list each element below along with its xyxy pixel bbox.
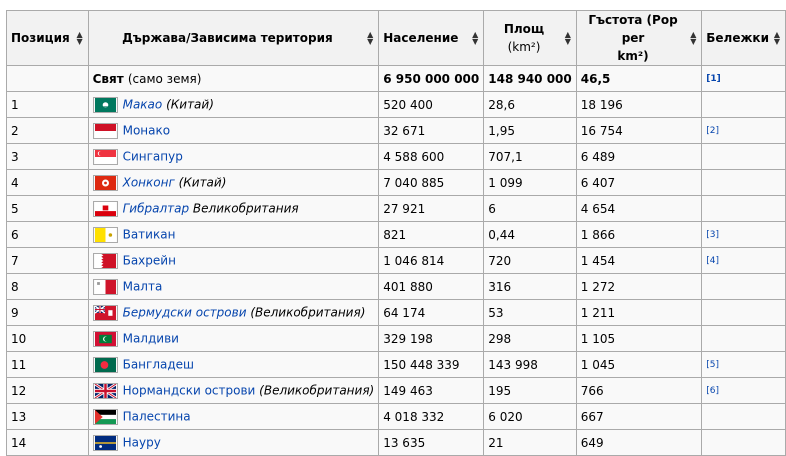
malta-flag-icon[interactable] <box>93 279 118 295</box>
row-note-cell <box>702 118 786 144</box>
row-density: 1 045 <box>576 352 702 378</box>
row-country <box>88 92 379 118</box>
header-area-line2: (km²) <box>507 40 541 54</box>
row-country <box>88 378 379 404</box>
header-density-line1: Гъстота (Pop per <box>588 13 678 45</box>
hongkong-flag-icon[interactable] <box>93 175 118 191</box>
row-area: 53 <box>484 300 577 326</box>
row-note-cell <box>702 404 786 430</box>
country-link[interactable]: Бангладеш <box>122 357 195 371</box>
country-suffix: (Китай) <box>174 175 227 189</box>
row-density: 6 489 <box>576 144 702 170</box>
row-note-cell <box>702 170 786 196</box>
footnote-link[interactable]: [4] <box>706 255 720 266</box>
row-population: 4 588 600 <box>379 144 484 170</box>
header-area-line1: Площ <box>503 22 545 36</box>
header-notes[interactable] <box>702 11 786 66</box>
row-position: 2 <box>7 118 89 144</box>
table-row <box>7 326 786 352</box>
row-country <box>88 326 379 352</box>
row-note-cell <box>702 274 786 300</box>
row-note-cell <box>702 378 786 404</box>
singapore-flag-icon[interactable] <box>93 149 118 165</box>
row-country <box>88 170 379 196</box>
row-position: 7 <box>7 248 89 274</box>
row-population: 150 448 339 <box>379 352 484 378</box>
row-population: 329 198 <box>379 326 484 352</box>
table-row <box>7 144 786 170</box>
header-population-label: Население <box>383 31 459 45</box>
country-link[interactable]: Монако <box>122 123 171 137</box>
table-header-row <box>7 11 786 66</box>
row-country <box>88 300 379 326</box>
footnote-link[interactable]: [2] <box>706 125 720 136</box>
country-link[interactable]: Палестина <box>122 409 191 423</box>
country-link[interactable]: Нормандски острови <box>122 383 256 397</box>
row-area: 21 <box>484 430 577 456</box>
row-note-cell <box>702 300 786 326</box>
macau-flag-icon[interactable] <box>93 97 118 113</box>
row-country <box>88 404 379 430</box>
row-country <box>88 144 379 170</box>
row-country <box>88 248 379 274</box>
row-area: 316 <box>484 274 577 300</box>
country-link[interactable]: Малта <box>122 279 163 293</box>
country-suffix: Великобритания <box>189 201 299 215</box>
row-density: 766 <box>576 378 702 404</box>
country-link[interactable]: Бермудски острови <box>122 305 247 319</box>
table-row <box>7 248 786 274</box>
row-population: 1 046 814 <box>379 248 484 274</box>
country-suffix: (Китай) <box>162 97 214 111</box>
sort-icon[interactable]: ▲ ▼ <box>773 30 781 46</box>
row-density: 1 272 <box>576 274 702 300</box>
header-area[interactable] <box>484 11 577 66</box>
row-density: 1 454 <box>576 248 702 274</box>
world-area: 148 940 000 <box>484 66 577 92</box>
row-area: 143 998 <box>484 352 577 378</box>
world-sub-label: (само земя) <box>127 71 202 86</box>
row-density: 1 866 <box>576 222 702 248</box>
palestine-flag-icon[interactable] <box>93 409 118 425</box>
bahrain-flag-icon[interactable] <box>93 253 118 269</box>
row-population: 64 174 <box>379 300 484 326</box>
row-area: 298 <box>484 326 577 352</box>
row-area: 707,1 <box>484 144 577 170</box>
world-density: 46,5 <box>576 66 702 92</box>
row-position: 9 <box>7 300 89 326</box>
row-population: 32 671 <box>379 118 484 144</box>
table-row <box>7 352 786 378</box>
nauru-flag-icon[interactable] <box>93 435 118 451</box>
row-position: 10 <box>7 326 89 352</box>
header-density-label <box>581 11 686 65</box>
row-position: 3 <box>7 144 89 170</box>
row-population: 27 921 <box>379 196 484 222</box>
row-position: 11 <box>7 352 89 378</box>
row-position: 1 <box>7 92 89 118</box>
table-row <box>7 300 786 326</box>
row-country <box>88 430 379 456</box>
sort-icon[interactable]: ▲ ▼ <box>367 30 374 46</box>
row-population: 821 <box>379 222 484 248</box>
row-country <box>88 222 379 248</box>
country-suffix: (Великобритания) <box>255 383 375 397</box>
row-note-cell <box>702 430 786 456</box>
row-population: 401 880 <box>379 274 484 300</box>
bangladesh-flag-icon[interactable] <box>93 357 118 373</box>
country-suffix: (Великобритания) <box>246 305 366 319</box>
world-position <box>7 66 89 92</box>
sort-icon[interactable]: ▲ ▼ <box>472 30 479 46</box>
population-density-table <box>6 10 786 456</box>
row-population: 4 018 332 <box>379 404 484 430</box>
row-area: 1 099 <box>484 170 577 196</box>
header-notes-label: Бележки <box>706 31 769 45</box>
row-area: 6 <box>484 196 577 222</box>
vatican-flag-icon[interactable] <box>93 227 118 243</box>
sort-icon[interactable]: ▲ ▼ <box>564 30 571 46</box>
world-population: 6 950 000 000 <box>379 66 484 92</box>
table-row <box>7 430 786 456</box>
table-row <box>7 222 786 248</box>
row-area: 28,6 <box>484 92 577 118</box>
bermuda-flag-icon[interactable] <box>93 305 118 321</box>
row-area: 195 <box>484 378 577 404</box>
row-population: 7 040 885 <box>379 170 484 196</box>
country-link[interactable]: Ватикан <box>122 227 176 241</box>
row-note-cell <box>702 352 786 378</box>
row-note-cell <box>702 144 786 170</box>
row-area: 6 020 <box>484 404 577 430</box>
header-area-label <box>488 20 560 56</box>
table-row <box>7 404 786 430</box>
row-area: 720 <box>484 248 577 274</box>
row-position: 14 <box>7 430 89 456</box>
table-row <box>7 378 786 404</box>
footnote-link[interactable]: [5] <box>706 359 720 370</box>
country-link[interactable]: Бахрейн <box>122 253 176 267</box>
row-note-cell <box>702 196 786 222</box>
world-label-cell <box>88 66 379 92</box>
world-label: Свят <box>92 71 124 86</box>
row-density: 16 754 <box>576 118 702 144</box>
row-area: 1,95 <box>484 118 577 144</box>
header-position[interactable] <box>7 11 89 66</box>
monaco-flag-icon[interactable] <box>93 123 118 139</box>
header-density[interactable] <box>576 11 702 66</box>
gibraltar-flag-icon[interactable] <box>93 201 118 217</box>
row-note-cell <box>702 92 786 118</box>
row-density: 18 196 <box>576 92 702 118</box>
header-country-label: Държава/Зависима територия <box>122 31 333 45</box>
header-position-label: Позиция <box>11 31 70 45</box>
maldives-flag-icon[interactable] <box>93 331 118 347</box>
row-country <box>88 118 379 144</box>
row-position: 4 <box>7 170 89 196</box>
row-density: 649 <box>576 430 702 456</box>
row-population: 13 635 <box>379 430 484 456</box>
table-row <box>7 196 786 222</box>
sort-icon[interactable]: ▲ ▼ <box>690 30 697 46</box>
row-area: 0,44 <box>484 222 577 248</box>
country-link[interactable]: Сингапур <box>122 149 183 163</box>
table-row <box>7 92 786 118</box>
table-row <box>7 170 786 196</box>
header-population[interactable] <box>379 11 484 66</box>
row-note-cell <box>702 326 786 352</box>
world-note-cell <box>702 66 786 92</box>
row-country <box>88 196 379 222</box>
row-density: 1 211 <box>576 300 702 326</box>
row-position: 8 <box>7 274 89 300</box>
row-note-cell <box>702 248 786 274</box>
row-position: 13 <box>7 404 89 430</box>
country-link[interactable]: Малдиви <box>122 331 179 345</box>
footnote-link[interactable]: [1] <box>706 73 721 84</box>
country-link[interactable]: Гибралтар <box>122 201 190 215</box>
row-density: 6 407 <box>576 170 702 196</box>
country-link[interactable]: Хонконг <box>122 175 175 189</box>
row-position: 12 <box>7 378 89 404</box>
footnote-link[interactable]: [3] <box>706 229 720 240</box>
footnote-link[interactable]: [6] <box>706 385 720 396</box>
row-density: 667 <box>576 404 702 430</box>
world-row <box>7 66 786 92</box>
header-density-line2: km²) <box>617 49 649 63</box>
header-country[interactable] <box>88 11 379 66</box>
table-row <box>7 118 786 144</box>
row-density: 4 654 <box>576 196 702 222</box>
table-row <box>7 274 786 300</box>
row-density: 1 105 <box>576 326 702 352</box>
uk-flag-icon[interactable] <box>93 383 118 399</box>
row-country <box>88 352 379 378</box>
row-position: 6 <box>7 222 89 248</box>
row-country <box>88 274 379 300</box>
row-population: 520 400 <box>379 92 484 118</box>
row-population: 149 463 <box>379 378 484 404</box>
country-link[interactable]: Макао <box>122 97 163 111</box>
row-position: 5 <box>7 196 89 222</box>
sort-icon[interactable]: ▲ ▼ <box>76 30 83 46</box>
row-note-cell <box>702 222 786 248</box>
country-link[interactable]: Науру <box>122 435 161 449</box>
